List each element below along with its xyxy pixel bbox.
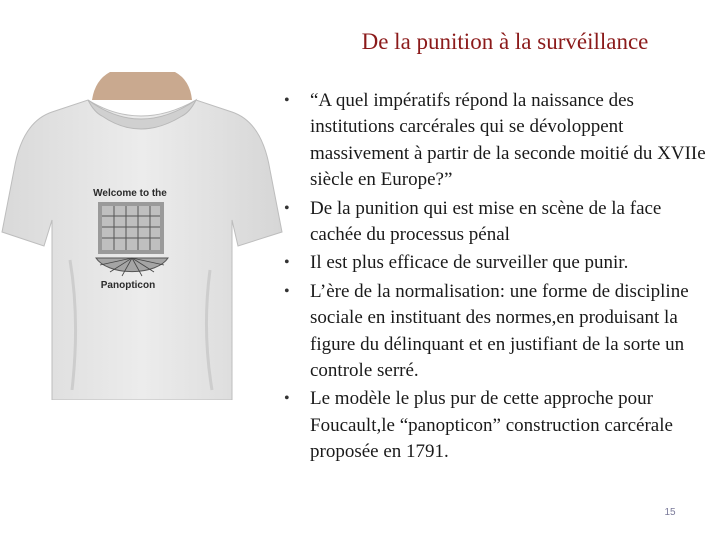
bullet-icon: •	[284, 282, 290, 300]
bullet-icon: •	[284, 92, 290, 109]
bullet-icon: •	[284, 254, 290, 272]
shirt-text-bottom: Panopticon	[100, 280, 156, 291]
bullet-text: “A quel impératifs répond la naissance des institutions carcérales qui se dévoloppent massivement à partir de la seconde moitié du XVIIe siècle en Europe?”	[310, 90, 706, 191]
bullet-icon: •	[284, 390, 290, 408]
bullet-icon: •	[284, 199, 290, 217]
bullet-text: Il est plus efficace de surveiller que punir.	[310, 252, 629, 274]
bullet-text: Le modèle le plus pur de cette approche pour Foucault,le “panopticon” construction carcérale proposée en 1791.	[310, 388, 673, 463]
bullet-text: L’ère de la normalisation: une forme de discipline sociale en instituant des normes,en produisant la figure du délinquant et en justifiant de la sorte un controle serré.	[310, 280, 689, 382]
bullet-text: De la punition qui est mise en scène de la face cachée du processus pénal	[310, 197, 662, 246]
page-number: 15	[664, 507, 676, 518]
neck	[92, 72, 192, 100]
shirt-text-top: Welcome to the	[93, 188, 167, 199]
list-item	[284, 250, 716, 276]
list-item	[284, 279, 716, 385]
list-item	[284, 386, 716, 465]
list-item	[284, 196, 716, 249]
list-item	[284, 88, 716, 194]
slide-title: De la punition à la survéillance	[361, 29, 649, 54]
bullet-list	[284, 88, 716, 466]
tshirt-photo	[0, 60, 283, 400]
panopticon-drawing	[96, 202, 168, 276]
